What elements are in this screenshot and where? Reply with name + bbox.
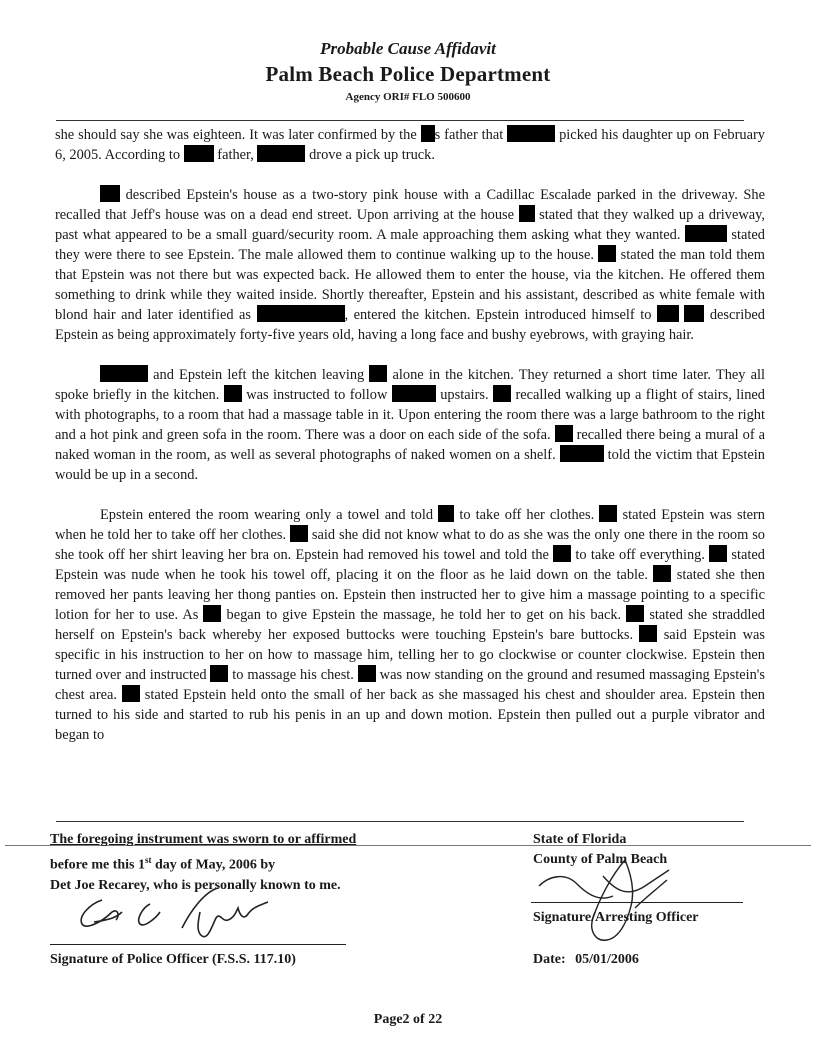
redaction xyxy=(639,625,657,642)
redaction xyxy=(653,565,671,582)
officer-signature-line xyxy=(50,944,346,945)
affidavit-body xyxy=(55,125,765,765)
oath-line-1: The foregoing instrument was sworn to or affirmed xyxy=(50,832,357,847)
state-label: State of Florida xyxy=(533,832,627,847)
redaction xyxy=(507,125,555,142)
date-label: Date: xyxy=(533,952,566,967)
redaction xyxy=(684,305,704,322)
redaction xyxy=(257,305,345,322)
redaction xyxy=(598,245,616,262)
redaction xyxy=(493,385,511,402)
paragraph-2: described Epstein's house as a two-story pink house with a Cadillac Escalade parked in the driveway. She recalled that Jeff's house was on a dead end street. Upon arriving at the house stated that they walked up a driveway, past what appeared to be a small guard/security room. A male approaching them asking what they wanted. stated they were there to see Epstein. The male allowed them to continue walking up to the house. stated the man told them that Epstein was not there but was expected back. He allowed them to enter the house, via the kitchen. He offered them something to drink while they waited inside. Shortly thereafter, Epstein and his assistant, described as white female with blond hair and later identified as , entered the kitchen. Epstein introduced himself to described Epstein as being approximately forty-five years old, having a long face and bushy eyebrows, with graying hair. xyxy=(55,187,765,343)
date-value: 05/01/2006 xyxy=(575,952,639,967)
redaction xyxy=(203,605,221,622)
department-name: Palm Beach Police Department xyxy=(265,62,551,86)
redaction xyxy=(657,305,679,322)
redaction xyxy=(560,445,604,462)
header-rule xyxy=(56,120,744,121)
signature-date xyxy=(533,952,639,968)
redaction xyxy=(210,665,228,682)
redaction xyxy=(257,145,305,162)
notary-signature xyxy=(72,882,282,942)
redaction xyxy=(369,365,387,382)
redaction xyxy=(685,225,727,242)
officer-signature-label: Signature of Police Officer (F.S.S. 117.10) xyxy=(50,952,296,967)
paragraph-1: she should say she was eighteen. It was later confirmed by the s father that picked his daughter up on February 6, 2005. According to father, drove a pick up truck. xyxy=(55,127,765,163)
redaction xyxy=(184,145,214,162)
redaction xyxy=(290,525,308,542)
paragraph-3: and Epstein left the kitchen leaving alone in the kitchen. They returned a short time later. They all spoke briefly in the kitchen. was instructed to follow upstairs. recalled walking up a flight of stairs, lined with photographs, to a room that had a massage table in it. Upon entering the room there was a large bathroom to the right and a hot pink and green sofa in the room. There was a door on each side of the sofa. recalled there being a mural of a naked woman in the room, as well as several photographs of naked women on a shelf. told the victim that Epstein would be up in a second. xyxy=(55,367,766,483)
redaction xyxy=(553,545,571,562)
document-title: Probable Cause Affidavit xyxy=(320,39,496,58)
redaction xyxy=(555,425,573,442)
redaction xyxy=(519,205,535,222)
paragraph-4: Epstein entered the room wearing only a towel and told to take off her clothes. stated Epstein was stern when he told her to take off her clothes. said she did not know what to do as she was the only one there in the room so she took off her shirt leaving her bra on. Epstein had removed his towel and told the to take off everything. stated Epstein was nude when he took his towel off, placing it on the floor as he laid down on the table. stated she then removed her pants leaving her thong panties on. Epstein then instructed her to give him a massage pointing to a specific lotion for her to use. As began to give Epstein the massage, he told her to get on his back. stated she straddled herself on Epstein's back whereby her exposed buttocks were touching Epstein's bare buttocks. said Epstein was specific in his instruction to her on how to massage him, telling her to go clockwise or counter clockwise. Epstein then turned over and instructed to massage his chest. was now standing on the ground and resumed massaging Epstein's chest area. stated Epstein held onto the small of her back as she massaged his chest and shoulder area. Epstein then turned to his side and started to rub his penis in an up and down motion. Epstein then pulled out a purple vibrator and began to xyxy=(55,507,765,743)
agency-ori: Agency ORI# FLO 500600 xyxy=(345,91,471,103)
page-number: Page2 of 22 xyxy=(373,1012,443,1027)
redaction xyxy=(626,605,644,622)
arresting-officer-signature-line xyxy=(531,902,743,903)
redaction xyxy=(100,185,120,202)
oath-line-3: Det Joe Recarey, who is personally known to me. xyxy=(50,877,341,893)
redaction xyxy=(421,125,435,142)
redaction xyxy=(438,505,454,522)
oath-line-2: before me this 1st day of May, 2006 by xyxy=(50,855,276,873)
redaction xyxy=(358,665,376,682)
redaction xyxy=(100,365,148,382)
redaction xyxy=(709,545,727,562)
redaction xyxy=(392,385,436,402)
redaction xyxy=(599,505,617,522)
county-label: County of Palm Beach xyxy=(533,852,668,867)
redaction xyxy=(122,685,140,702)
signature-section-rule xyxy=(56,821,744,822)
redaction xyxy=(224,385,242,402)
arresting-officer-label: Signature/Arresting Officer xyxy=(533,910,699,925)
